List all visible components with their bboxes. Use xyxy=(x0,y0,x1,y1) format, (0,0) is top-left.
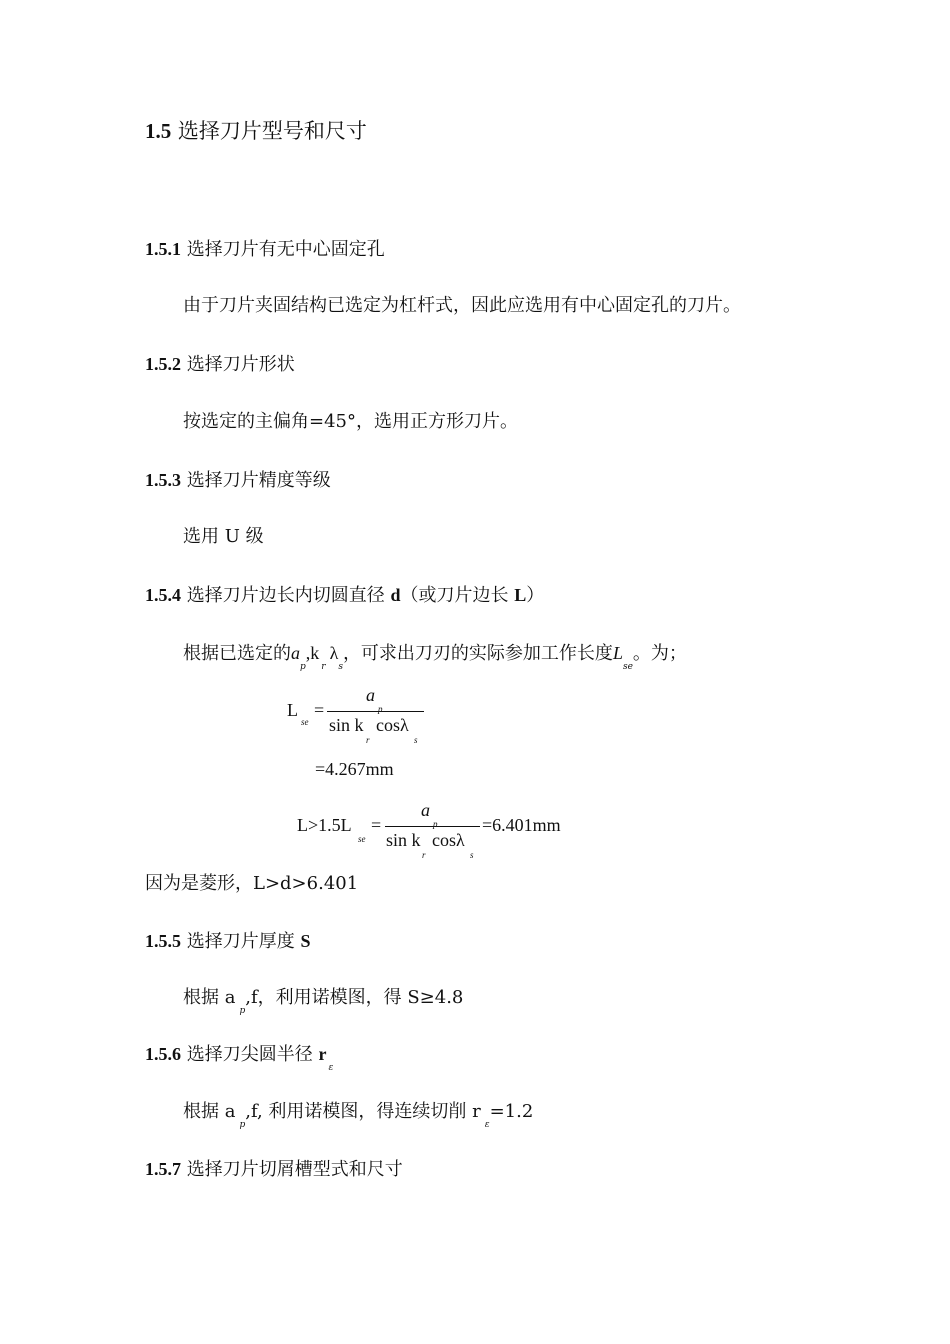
section-title-sub-epsilon: ε xyxy=(328,1063,334,1073)
eq1-denominator-sub-s: s xyxy=(414,735,418,745)
symbol-Lse: L xyxy=(612,643,623,663)
section-1-5-2-body: 按选定的主偏角=45°，选用正方形刀片。 xyxy=(183,411,518,432)
eq2-denominator-sub-r: r xyxy=(422,850,426,860)
section-1-5-3-title xyxy=(145,469,331,492)
eq1-numerator: a xyxy=(366,685,375,705)
section-number: 1.5.7 xyxy=(145,1159,181,1179)
section-title-text: 选择刀片有无中心固定孔 xyxy=(181,239,385,260)
eq1-equals: = xyxy=(314,700,325,720)
section-title-text: 选择刀片精度等级 xyxy=(181,470,331,491)
symbol-a: a xyxy=(291,643,300,663)
section-number: 1.5.4 xyxy=(145,585,181,605)
section-1-5-6-body xyxy=(183,1101,534,1130)
section-1-5-4-title xyxy=(145,584,544,607)
section-number: 1.5.6 xyxy=(145,1044,181,1064)
section-number: 1.5.2 xyxy=(145,354,181,374)
section-title-text-b: （或刀片边长 xyxy=(400,585,515,606)
section-1-5-7-title xyxy=(145,1158,403,1181)
body-text-b: ,f, 利用诺模图，得连续切削 r xyxy=(245,1101,481,1122)
eq2-lhs: L>1.5L xyxy=(297,815,352,835)
eq2-numerator-sub: p xyxy=(433,819,438,829)
eq1-denominator-sub-r: r xyxy=(366,735,370,745)
body-sub-epsilon: ε xyxy=(484,1120,490,1130)
section-1-5-6-title xyxy=(145,1043,334,1073)
eq2-fraction-bar xyxy=(385,826,480,827)
symbol-k-sub: r xyxy=(321,662,326,672)
eq1-numerator-sub: p xyxy=(378,704,383,714)
para-text-b: ，可求出刀刃的实际参加工作长度 xyxy=(342,643,613,664)
section-1-5-5-title xyxy=(145,930,310,953)
section-title-text: 选择刀片形状 xyxy=(181,354,295,375)
eq2-equals: = xyxy=(371,815,382,835)
eq2-rhs: =6.401mm xyxy=(482,815,561,835)
section-number: 1.5.1 xyxy=(145,239,181,259)
eq1-fraction-bar xyxy=(327,711,424,712)
body-text-b: ,f，利用诺模图，得 S≥4.8 xyxy=(245,987,464,1008)
section-title-d: d xyxy=(390,585,401,605)
page-title-text: 选择刀片型号和尺寸 xyxy=(171,119,367,143)
body-sub-p: p xyxy=(239,1120,246,1130)
para-text: 根据已选定的 xyxy=(183,643,291,664)
eq1-denominator: sin k xyxy=(329,715,364,735)
eq2-denominator-sub-s: s xyxy=(470,850,474,860)
eq2-denominator: sin k xyxy=(386,830,421,850)
body-text-c: =1.2 xyxy=(489,1101,534,1122)
body-text: 根据 a xyxy=(183,987,236,1008)
symbol-a-sub: p xyxy=(300,662,306,672)
eq2-lhs-sub: se xyxy=(358,834,366,844)
section-1-5-1-title xyxy=(145,238,385,261)
eq1-lhs-sub: se xyxy=(301,717,309,727)
section-title-L: L xyxy=(514,585,527,605)
eq1-result: =4.267mm xyxy=(315,759,394,779)
section-1-5-3-body: 选用 U 级 xyxy=(183,526,264,547)
section-title-r: r xyxy=(318,1044,327,1064)
section-1-5-5-body xyxy=(183,987,464,1016)
section-title-text: 选择刀尖圆半径 xyxy=(181,1044,319,1065)
symbol-Lse-sub: se xyxy=(622,662,633,672)
section-number: 1.5.3 xyxy=(145,470,181,490)
section-1-5-4-paragraph xyxy=(183,642,687,672)
body-sub-p: p xyxy=(239,1006,246,1016)
section-title-S: S xyxy=(300,931,311,951)
section-1-5-1-body: 由于刀片夹固结构已选定为杠杆式，因此应选用有中心固定孔的刀片。 xyxy=(183,295,741,316)
section-title-text: 选择刀片边长内切圆直径 xyxy=(181,585,391,606)
section-1-5-2-title xyxy=(145,353,295,376)
symbol-k: ,k xyxy=(305,643,320,663)
para-text-c: 。为； xyxy=(632,643,687,664)
section-title-text: 选择刀片切屑槽型式和尺寸 xyxy=(181,1159,403,1180)
symbol-lambda-sub: s xyxy=(338,662,343,672)
eq2-denominator-cos: cosλ xyxy=(432,830,465,850)
section-title-text: 选择刀片厚度 xyxy=(181,931,301,952)
eq1-denominator-cos: cosλ xyxy=(376,715,409,735)
section-1-5-4-note: 因为是菱形，L>d>6.401 xyxy=(145,873,359,894)
section-title-text-c: ） xyxy=(526,585,545,606)
body-text: 根据 a xyxy=(183,1101,236,1122)
section-number: 1.5.5 xyxy=(145,931,181,951)
page-title xyxy=(145,120,367,142)
page-title-number: 1.5 xyxy=(145,119,172,143)
eq1-lhs: L xyxy=(287,700,298,720)
eq2-numerator: a xyxy=(421,800,430,820)
symbol-lambda: λ xyxy=(329,643,339,663)
